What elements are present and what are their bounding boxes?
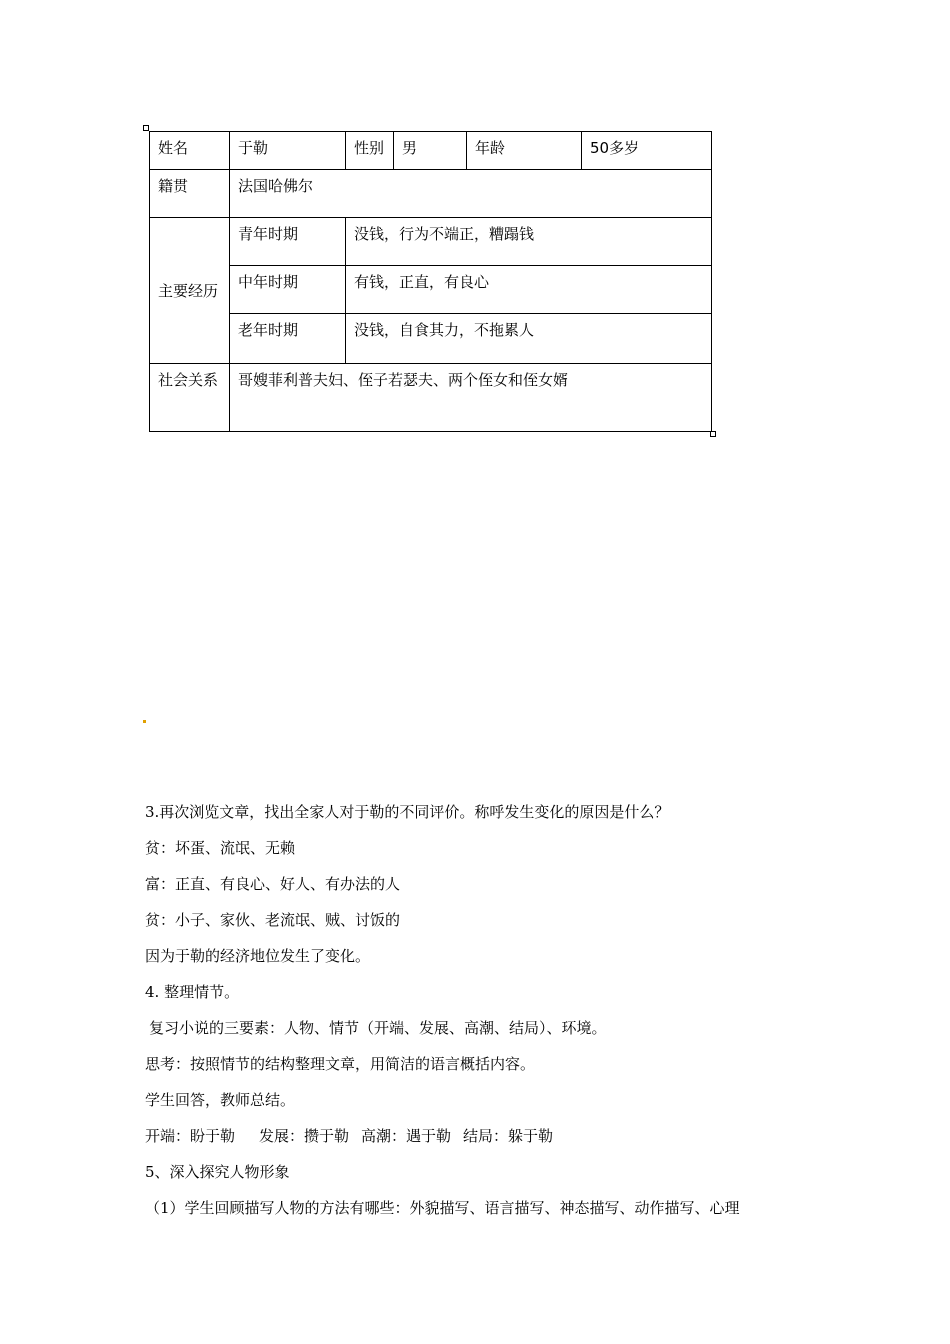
- plot-ending: 结局：躲于勒: [463, 1127, 554, 1145]
- poor-evaluation-2: 贫：小子、家伙、老流氓、贼、讨饭的: [145, 911, 401, 929]
- section-4-heading: 4. 整理情节。: [145, 983, 240, 1001]
- poor-evaluation: 贫：坏蛋、流氓、无赖: [145, 839, 296, 857]
- period-label: 中年时期: [230, 266, 346, 314]
- period-label: 青年时期: [230, 218, 346, 266]
- lesson-text: [145, 794, 825, 1226]
- gender-label: 性别: [346, 132, 394, 170]
- origin-label: 籍贯: [150, 170, 230, 218]
- rich-evaluation: 富：正直、有良心、好人、有办法的人: [145, 875, 401, 893]
- period-desc: 没钱，行为不端正，糟蹋钱: [346, 218, 712, 266]
- period-desc: 有钱，正直，有良心: [346, 266, 712, 314]
- age-label: 年龄: [467, 132, 582, 170]
- relations-value: 哥嫂菲利普夫妇、侄子若瑟夫、两个侄女和侄女婿: [230, 364, 712, 432]
- origin-value: 法国哈佛尔: [230, 170, 712, 218]
- reason: 因为于勒的经济地位发生了变化。: [145, 947, 371, 965]
- think-prompt: 思考：按照情节的结构整理文章，用简洁的语言概括内容。: [145, 1055, 536, 1073]
- plot-structure: [145, 1118, 825, 1154]
- student-answer: 学生回答，教师总结。: [145, 1091, 296, 1109]
- age-value: 50多岁: [582, 132, 712, 170]
- item-1: （1）学生回顾描写人物的方法有哪些：外貌描写、语言描写、神态描写、动作描写、心理: [145, 1199, 740, 1217]
- plot-beginning: 开端：盼于勒: [145, 1127, 236, 1145]
- character-info-table: [149, 131, 712, 432]
- name-value: 于勒: [230, 132, 346, 170]
- question-3: 3.再次浏览文章，找出全家人对于勒的不同评价。称呼发生变化的原因是什么？: [145, 803, 670, 821]
- paragraph-anchor-mark: [143, 720, 146, 723]
- plot-climax: 高潮：遇于勒: [361, 1127, 452, 1145]
- experience-label: 主要经历: [150, 218, 230, 364]
- period-desc: 没钱，自食其力，不拖累人: [346, 314, 712, 364]
- section-5-heading: 5、深入探究人物形象: [145, 1163, 290, 1181]
- gender-value: 男: [394, 132, 467, 170]
- period-label: 老年时期: [230, 314, 346, 364]
- review-elements: 复习小说的三要素：人物、情节（开端、发展、高潮、结局）、环境。: [149, 1019, 607, 1037]
- plot-development: 发展：攒于勒: [259, 1127, 350, 1145]
- name-label: 姓名: [150, 132, 230, 170]
- relations-label: 社会关系: [150, 364, 230, 432]
